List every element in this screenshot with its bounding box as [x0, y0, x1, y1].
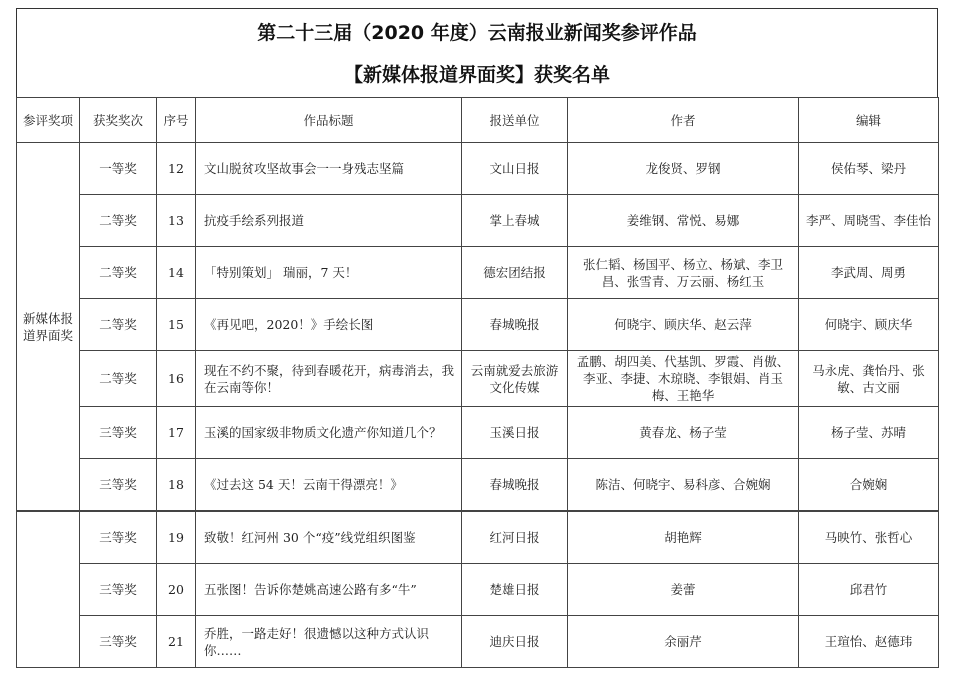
number-cell: 21 — [157, 616, 196, 668]
unit-cell: 玉溪日报 — [462, 407, 568, 459]
title-cell: 文山脱贫攻坚故事会一一身残志坚篇 — [196, 143, 462, 195]
number-cell: 15 — [157, 299, 196, 351]
award-cell: 一等奖 — [80, 143, 157, 195]
editors-cell: 马映竹、张哲心 — [799, 511, 939, 564]
number-cell: 18 — [157, 459, 196, 512]
col-header-award: 获奖奖次 — [80, 98, 157, 143]
table-header-row — [17, 98, 939, 143]
table-row — [17, 247, 939, 299]
authors-cell: 张仁韬、杨国平、杨立、杨斌、李卫昌、张雪青、万云丽、杨红玉 — [568, 247, 799, 299]
editors-cell: 合婉娴 — [799, 459, 939, 512]
unit-cell: 春城晚报 — [462, 459, 568, 512]
authors-cell: 陈洁、何晓宇、易科彦、合婉娴 — [568, 459, 799, 512]
title-cell: 「特别策划」 瑞丽，7 天！ — [196, 247, 462, 299]
col-header-unit: 报送单位 — [462, 98, 568, 143]
authors-cell: 龙俊贤、罗钢 — [568, 143, 799, 195]
title-cell: 现在不约不聚，待到春暖花开，病毒消去，我在云南等你！ — [196, 351, 462, 407]
authors-cell: 胡艳辉 — [568, 511, 799, 564]
document-subtitle: 【新媒体报道界面奖】获奖名单 — [343, 64, 610, 86]
number-cell: 13 — [157, 195, 196, 247]
award-cell: 二等奖 — [80, 195, 157, 247]
editors-cell: 王瑄怡、赵德玮 — [799, 616, 939, 668]
authors-cell: 孟鹏、胡四美、代基凯、罗霞、肖傲、李亚、李捷、木琼晓、李银娟、肖玉梅、王艳华 — [568, 351, 799, 407]
award-table — [16, 97, 939, 668]
category-cell: 新媒体报道界面奖 — [17, 143, 80, 512]
authors-cell: 余丽芹 — [568, 616, 799, 668]
category-cell-empty — [17, 511, 80, 668]
table-row — [17, 564, 939, 616]
col-header-authors: 作者 — [568, 98, 799, 143]
editors-cell: 马永虎、龚怡丹、张敏、古文丽 — [799, 351, 939, 407]
number-cell: 20 — [157, 564, 196, 616]
award-cell: 三等奖 — [80, 616, 157, 668]
editors-cell: 侯佑琴、梁丹 — [799, 143, 939, 195]
unit-cell: 德宏团结报 — [462, 247, 568, 299]
title-cell: 《过去这 54 天！云南干得漂亮！》 — [196, 459, 462, 512]
col-header-category: 参评奖项 — [17, 98, 80, 143]
editors-cell: 李严、周晓雪、李佳怡 — [799, 195, 939, 247]
number-cell: 17 — [157, 407, 196, 459]
authors-cell: 何晓宇、顾庆华、赵云萍 — [568, 299, 799, 351]
col-header-editors: 编辑 — [799, 98, 939, 143]
award-cell: 三等奖 — [80, 459, 157, 512]
award-cell: 二等奖 — [80, 247, 157, 299]
table-row — [17, 459, 939, 512]
title-cell: 五张图！告诉你楚姚高速公路有多“牛” — [196, 564, 462, 616]
editors-cell: 杨子莹、苏晴 — [799, 407, 939, 459]
award-cell: 二等奖 — [80, 299, 157, 351]
editors-cell: 邱君竹 — [799, 564, 939, 616]
number-cell: 12 — [157, 143, 196, 195]
table-row — [17, 195, 939, 247]
unit-cell: 楚雄日报 — [462, 564, 568, 616]
unit-cell: 红河日报 — [462, 511, 568, 564]
table-row — [17, 407, 939, 459]
authors-cell: 姜蕾 — [568, 564, 799, 616]
editors-cell: 何晓宇、顾庆华 — [799, 299, 939, 351]
award-cell: 二等奖 — [80, 351, 157, 407]
authors-cell: 姜维钢、常悦、易娜 — [568, 195, 799, 247]
title-cell: 致敬！红河州 30 个“疫”线党组织图鉴 — [196, 511, 462, 564]
award-cell: 三等奖 — [80, 564, 157, 616]
unit-cell: 云南就爱去旅游文化传媒 — [462, 351, 568, 407]
authors-cell: 黄春龙、杨子莹 — [568, 407, 799, 459]
table-row — [17, 616, 939, 668]
title-block — [16, 8, 938, 97]
col-header-number: 序号 — [157, 98, 196, 143]
table-row — [17, 299, 939, 351]
col-header-title: 作品标题 — [196, 98, 462, 143]
award-cell: 三等奖 — [80, 407, 157, 459]
unit-cell: 掌上春城 — [462, 195, 568, 247]
unit-cell: 文山日报 — [462, 143, 568, 195]
number-cell: 14 — [157, 247, 196, 299]
table-row — [17, 511, 939, 564]
title-cell: 乔胜，一路走好！很遗憾以这种方式认识你…… — [196, 616, 462, 668]
title-cell: 《再见吧，2020！》手绘长图 — [196, 299, 462, 351]
number-cell: 19 — [157, 511, 196, 564]
unit-cell: 春城晚报 — [462, 299, 568, 351]
document-title: 第二十三届（2020 年度）云南报业新闻奖参评作品 — [257, 22, 697, 44]
award-list-document — [16, 8, 938, 668]
table-row — [17, 143, 939, 195]
award-cell: 三等奖 — [80, 511, 157, 564]
table-row — [17, 351, 939, 407]
title-cell: 抗疫手绘系列报道 — [196, 195, 462, 247]
title-cell: 玉溪的国家级非物质文化遗产你知道几个？ — [196, 407, 462, 459]
editors-cell: 李武周、周勇 — [799, 247, 939, 299]
number-cell: 16 — [157, 351, 196, 407]
unit-cell: 迪庆日报 — [462, 616, 568, 668]
